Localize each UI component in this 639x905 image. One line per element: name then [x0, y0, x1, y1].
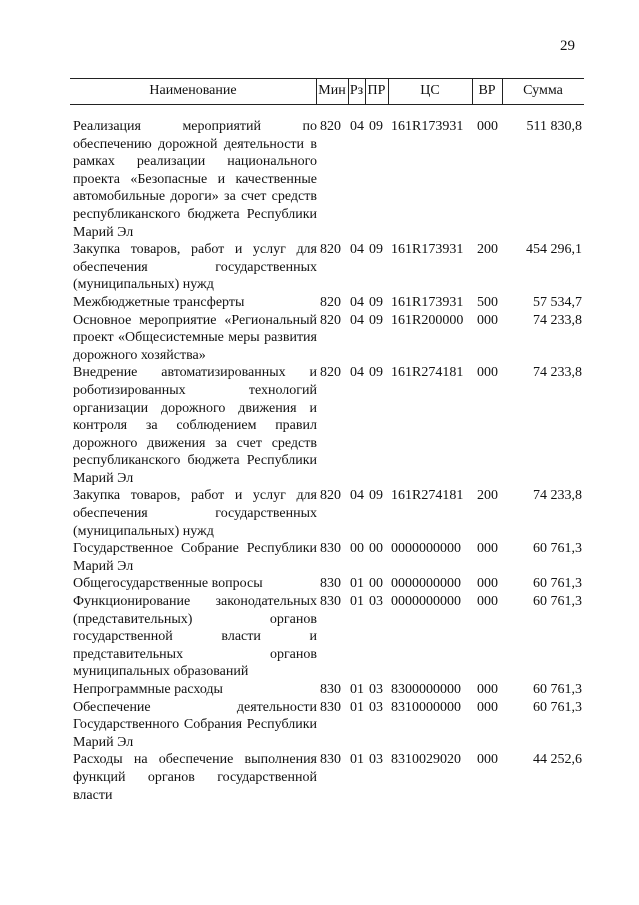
row-cs: 8300000000	[391, 682, 461, 697]
row-sum: 74 233,8	[533, 488, 582, 504]
page-number: 29	[560, 38, 575, 54]
row-vr: 000	[477, 699, 498, 715]
table-row	[0, 241, 639, 294]
row-min: 830	[320, 752, 341, 768]
row-rz: 04	[350, 294, 364, 310]
row-sum: 74 233,8	[533, 312, 582, 328]
table-row	[0, 118, 639, 241]
table-row	[0, 294, 639, 312]
row-sum: 60 761,3	[533, 576, 582, 592]
header-pr: ПР	[367, 83, 386, 98]
row-vr: 000	[477, 541, 498, 557]
row-pr: 00	[369, 541, 383, 557]
row-min: 830	[320, 576, 341, 592]
row-min: 820	[320, 294, 341, 310]
row-sum: 60 761,3	[533, 682, 582, 697]
row-name: Внедрение автоматизированных и роботизированных технологий организации дорожного движения и контроля за соблюдением правил дорожного движения за счет средств республиканского бюджета Республики Марий Эл	[73, 365, 317, 486]
row-pr: 09	[369, 119, 383, 134]
row-vr: 200	[477, 242, 498, 258]
row-name: Закупка товаров, работ и услуг для обеспечения государственных (муниципальных) нужд	[73, 242, 317, 293]
row-pr: 03	[369, 699, 383, 715]
row-name: Непрограммные расходы	[73, 682, 223, 697]
row-pr: 09	[369, 312, 383, 328]
row-min: 820	[320, 119, 341, 134]
row-vr: 000	[477, 576, 498, 592]
row-min: 830	[320, 541, 341, 557]
row-vr: 000	[477, 682, 498, 697]
row-pr: 03	[369, 682, 383, 697]
table-row	[0, 681, 639, 699]
row-name: Функционирование законодательных (представительных) органов государственной власти и представительных органов муниципальных образований	[73, 594, 317, 680]
row-rz: 01	[350, 682, 364, 697]
row-rz: 01	[350, 576, 364, 592]
header-sum: Сумма	[523, 83, 563, 98]
table-row	[0, 575, 639, 593]
row-vr: 000	[477, 312, 498, 328]
row-min: 830	[320, 682, 341, 697]
table-row	[0, 699, 639, 752]
row-name: Основное мероприятие «Региональный проект «Общесистемные меры развития дорожного хозяйства»	[73, 312, 317, 363]
row-name: Расходы на обеспечение выполнения функций органов государственной власти	[73, 752, 317, 803]
row-cs: 161R173931	[391, 242, 464, 258]
row-name: Реализация мероприятий по обеспечению дорожной деятельности в рамках реализации национального проекта «Безопасные и качественные автомобильные дороги» за счет средств республиканского бюджета Республики Марий Эл	[73, 119, 317, 240]
table-row	[0, 312, 639, 365]
row-min: 820	[320, 365, 341, 381]
row-cs: 8310029020	[391, 752, 461, 768]
row-pr: 09	[369, 242, 383, 258]
row-pr: 03	[369, 594, 383, 610]
row-cs: 161R173931	[391, 294, 464, 310]
row-sum: 44 252,6	[533, 752, 582, 768]
row-rz: 04	[350, 242, 364, 258]
row-name: Обеспечение деятельности Государственного Собрания Республики Марий Эл	[73, 699, 317, 750]
row-cs: 161R274181	[391, 488, 464, 504]
row-min: 820	[320, 312, 341, 328]
row-vr: 500	[477, 294, 498, 310]
row-cs: 0000000000	[391, 594, 461, 610]
row-sum: 74 233,8	[533, 365, 582, 381]
row-min: 820	[320, 488, 341, 504]
row-rz: 04	[350, 119, 364, 134]
row-rz: 01	[350, 752, 364, 768]
table-row	[0, 487, 639, 540]
row-sum: 454 296,1	[526, 242, 582, 258]
row-pr: 00	[369, 576, 383, 592]
row-rz: 04	[350, 488, 364, 504]
row-rz: 04	[350, 365, 364, 381]
row-name: Межбюджетные трансферты	[73, 294, 245, 310]
row-name: Общегосударственные вопросы	[73, 576, 263, 592]
row-pr: 09	[369, 488, 383, 504]
table-row	[0, 751, 639, 804]
row-vr: 000	[477, 752, 498, 768]
table-row	[0, 540, 639, 575]
row-name: Закупка товаров, работ и услуг для обеспечения государственных (муниципальных) нужд	[73, 488, 317, 539]
row-vr: 000	[477, 594, 498, 610]
table-header	[70, 78, 584, 104]
row-rz: 01	[350, 594, 364, 610]
row-sum: 57 534,7	[533, 294, 582, 310]
row-name: Государственное Собрание Республики Марий Эл	[73, 541, 317, 574]
row-min: 820	[320, 242, 341, 258]
row-rz: 01	[350, 699, 364, 715]
row-vr: 000	[477, 119, 498, 134]
row-min: 830	[320, 699, 341, 715]
row-rz: 00	[350, 541, 364, 557]
header-min: Мин	[318, 83, 346, 98]
row-pr: 09	[369, 365, 383, 381]
row-rz: 04	[350, 312, 364, 328]
table-row	[0, 593, 639, 681]
row-cs: 0000000000	[391, 541, 461, 557]
row-vr: 000	[477, 365, 498, 381]
row-cs: 161R173931	[391, 119, 464, 134]
row-cs: 0000000000	[391, 576, 461, 592]
row-sum: 60 761,3	[533, 699, 582, 715]
header-cs: ЦС	[420, 83, 440, 98]
row-cs: 161R274181	[391, 365, 464, 381]
row-pr: 03	[369, 752, 383, 768]
row-sum: 60 761,3	[533, 594, 582, 610]
header-vr: ВР	[478, 83, 496, 98]
header-name: Наименование	[149, 83, 237, 98]
row-pr: 09	[369, 294, 383, 310]
row-cs: 161R200000	[391, 312, 464, 328]
row-min: 830	[320, 594, 341, 610]
row-vr: 200	[477, 488, 498, 504]
row-sum: 60 761,3	[533, 541, 582, 557]
table-row	[0, 364, 639, 487]
header-bottom-border	[70, 104, 584, 105]
row-cs: 8310000000	[391, 699, 461, 715]
row-sum: 511 830,8	[526, 119, 582, 134]
table-body	[0, 118, 639, 804]
header-rz: Рз	[349, 83, 364, 98]
